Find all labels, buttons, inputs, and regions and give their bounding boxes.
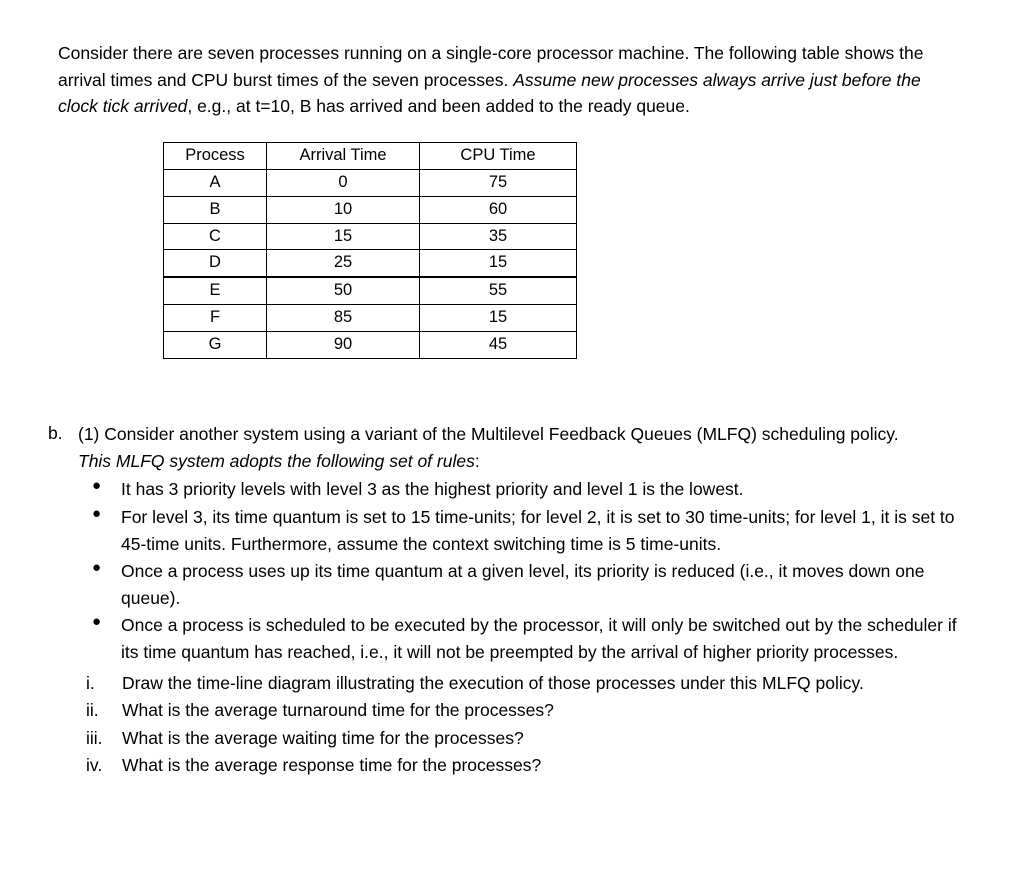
table-row [164, 196, 577, 223]
intro-text-part1: Consider there are seven processes running on a single-core processor machine. The following table shows the arrival times and CPU burst times of the seven processes. [58, 43, 924, 90]
question-text: Draw the time-line diagram illustrating the execution of those processes under this MLFQ policy. [122, 672, 864, 693]
intro-paragraph [58, 40, 958, 120]
cell-cpu-time: 15 [420, 250, 577, 277]
cell-cpu-time: 15 [420, 305, 577, 332]
bullet-icon: ● [92, 613, 102, 631]
cell-cpu-time: 75 [420, 169, 577, 196]
cell-process: G [164, 332, 267, 359]
table-row [164, 169, 577, 196]
cell-cpu-time: 35 [420, 223, 577, 250]
section-b-intro-part2: : [474, 450, 480, 471]
cell-arrival-time: 10 [267, 196, 420, 223]
table-row [164, 223, 577, 250]
rule-text: Once a process uses up its time quantum at a given level, its priority is reduced (i.e., it moves down one queue). [121, 561, 925, 608]
cell-process: D [164, 250, 267, 277]
intro-text-part2: , e.g., at t=10, B has arrived and been added to the ready queue. [187, 96, 690, 117]
process-table [163, 142, 577, 359]
cell-arrival-time: 85 [267, 305, 420, 332]
cell-process: C [164, 223, 267, 250]
section-b-intro-italic: This MLFQ system adopts the following set of rules [78, 450, 475, 471]
table-row [164, 250, 577, 277]
cell-arrival-time: 0 [267, 169, 420, 196]
table-header-cell: Process [164, 142, 267, 169]
process-table-body [164, 142, 577, 358]
question-text: What is the average waiting time for the processes? [122, 727, 524, 748]
cell-cpu-time: 45 [420, 332, 577, 359]
cell-process: B [164, 196, 267, 223]
questions-list [48, 670, 976, 779]
list-item [86, 697, 976, 724]
table-header-row [164, 142, 577, 169]
list-item [86, 670, 976, 697]
bullet-icon: ● [92, 504, 102, 522]
cell-arrival-time: 15 [267, 223, 420, 250]
cell-arrival-time: 90 [267, 332, 420, 359]
section-b-intro-row [48, 421, 976, 474]
cell-arrival-time: 50 [267, 277, 420, 304]
question-number: iv. [86, 755, 103, 776]
question-number: ii. [86, 700, 99, 721]
rule-text: Once a process is scheduled to be executed by the processor, it will only be switched out by the scheduler if its time quantum has reached, i.e., it will not be preempted by the arrival of higher priority processes. [121, 615, 957, 662]
cell-arrival-time: 25 [267, 250, 420, 277]
section-b-intro-part1: (1) Consider another system using a variant of the Multilevel Feedback Queues (MLFQ) scheduling policy. [78, 424, 899, 445]
rule-text: It has 3 priority levels with level 3 as the highest priority and level 1 is the lowest. [121, 479, 744, 500]
cell-cpu-time: 55 [420, 277, 577, 304]
section-b [48, 421, 976, 779]
list-item [88, 612, 966, 665]
list-item [88, 558, 966, 611]
table-header-cell: Arrival Time [267, 142, 420, 169]
rule-text: For level 3, its time quantum is set to 15 time-units; for level 2, it is set to 30 time-units; for level 1, it is set to 45-time units. Furthermore, assume the context switching time is 5 time-units. [121, 506, 955, 554]
bullet-icon: ● [92, 559, 102, 577]
intro-text-italic: Assume new processes always arrive just before the clock tick arrived [58, 69, 921, 117]
cell-process: A [164, 169, 267, 196]
section-b-intro-text [78, 421, 930, 474]
list-item [88, 476, 966, 503]
rules-list [48, 476, 976, 665]
question-text: What is the average turnaround time for the processes? [122, 700, 554, 721]
table-header-cell: CPU Time [420, 142, 577, 169]
list-item [86, 725, 976, 752]
section-b-label: b. [48, 423, 63, 444]
cell-cpu-time: 60 [420, 196, 577, 223]
cell-process: E [164, 277, 267, 304]
question-number: i. [86, 672, 95, 693]
table-row [164, 332, 577, 359]
table-row [164, 277, 577, 304]
table-row [164, 305, 577, 332]
list-item [88, 504, 966, 557]
cell-process: F [164, 305, 267, 332]
question-text: What is the average response time for the processes? [122, 755, 542, 776]
bullet-icon: ● [92, 477, 102, 495]
list-item [86, 752, 976, 779]
question-number: iii. [86, 727, 103, 748]
